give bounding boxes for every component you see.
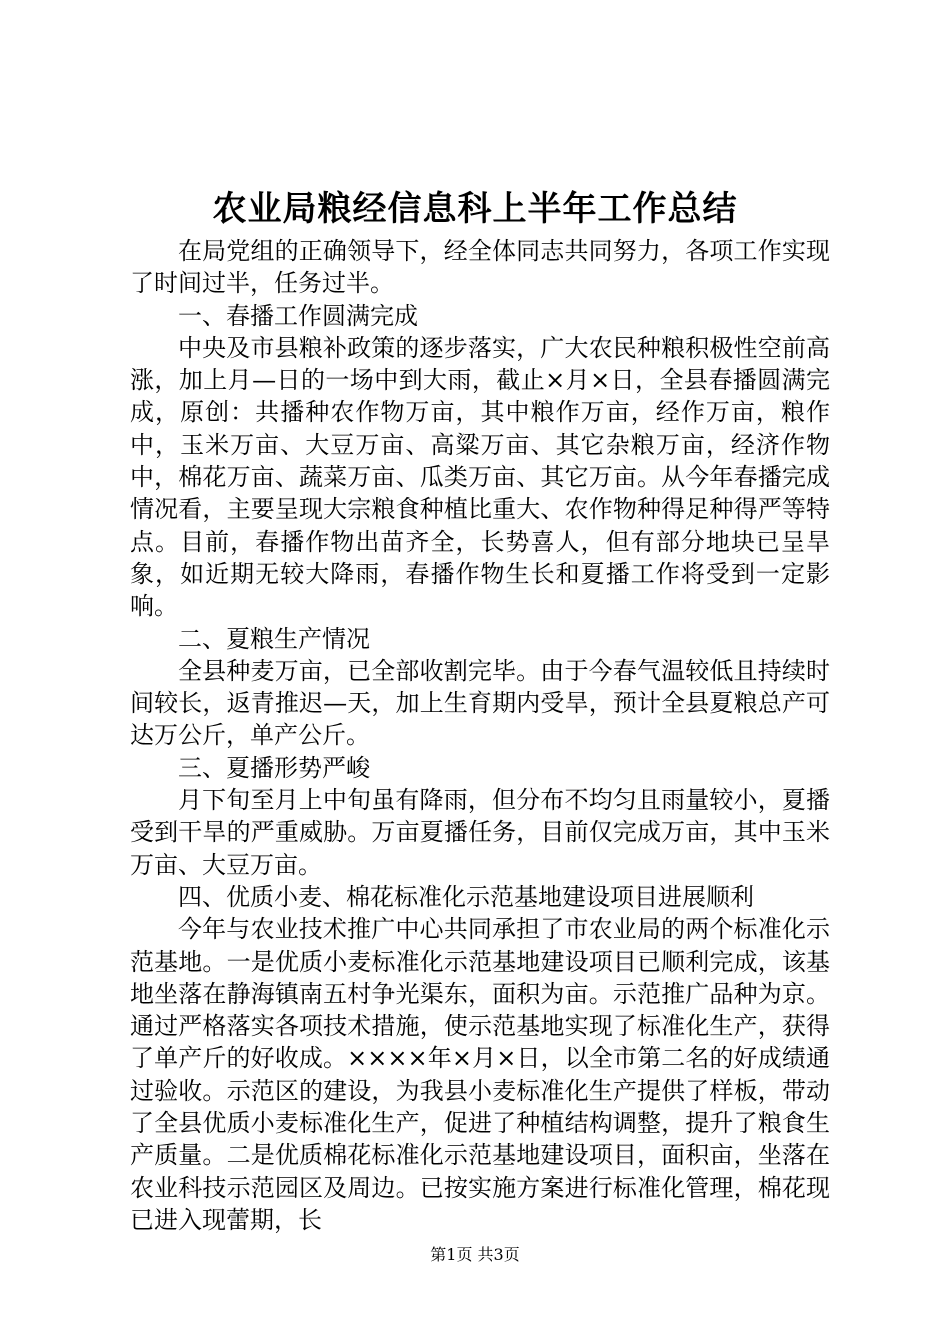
section-paragraph-3: 月下旬至月上中旬虽有降雨，但分布不均匀且雨量较小，夏播受到干旱的严重威胁。万亩夏播任务，目前仅完成万亩，其中玉米万亩、大豆万亩。	[130, 786, 830, 879]
section-paragraph-4: 今年与农业技术推广中心共同承担了市农业局的两个标准化示范基地。一是优质小麦标准化示范基地建设项目已顺利完成，该基地坐落在静海镇南五村争光渠东，面积为亩。示范推广品种为京。通过严格落实各项技术措施，使示范基地实现了标准化生产，获得了单产斤的好收成。××××年×月×日，以全市第二名的好成绩通过验收。示范区的建设，为我县小麦标准化生产提供了样板，带动了全县优质小麦标准化生产，促进了种植结构调整，提升了粮食生产质量。二是优质棉花标准化示范基地建设项目，面积亩，坐落在农业科技示范园区及周边。已按实施方案进行标准化管理，棉花现已进入现蕾期，长	[130, 915, 830, 1234]
intro-paragraph: 在局党组的正确领导下，经全体同志共同努力，各项工作实现了时间过半，任务过半。	[130, 237, 830, 298]
document-title: 农业局粮经信息科上半年工作总结	[212, 189, 738, 229]
page-footer: 第1页 共3页	[430, 1245, 520, 1264]
section-heading-3: 三、夏播形势严峻	[178, 753, 370, 782]
section-paragraph-1: 中央及市县粮补政策的逐步落实，广大农民种粮积极性空前高涨，加上月—日的一场中到大雨，截止×月×日，全县春播圆满完成，原创：共播种农作物万亩，其中粮作万亩，经作万亩，粮作中，玉米万亩、大豆万亩、高粱万亩、其它杂粮万亩，经济作物中，棉花万亩、蔬菜万亩、瓜类万亩、其它万亩。从今年春播完成情况看，主要呈现大宗粮食种植比重大、农作物种得足种得严等特点。目前，春播作物出苗齐全，长势喜人，但有部分地块已呈旱象，如近期无较大降雨，春播作物生长和夏播工作将受到一定影响。	[130, 333, 830, 621]
section-heading-1: 一、春播工作圆满完成	[178, 301, 418, 330]
section-heading-2: 二、夏粮生产情况	[178, 624, 370, 653]
section-paragraph-2: 全县种麦万亩，已全部收割完毕。由于今春气温较低且持续时间较长，返青推迟—天，加上生育期内受旱，预计全县夏粮总产可达万公斤，单产公斤。	[130, 656, 830, 750]
section-heading-4: 四、优质小麦、棉花标准化示范基地建设项目进展顺利	[178, 882, 754, 911]
document-body	[130, 235, 830, 1236]
